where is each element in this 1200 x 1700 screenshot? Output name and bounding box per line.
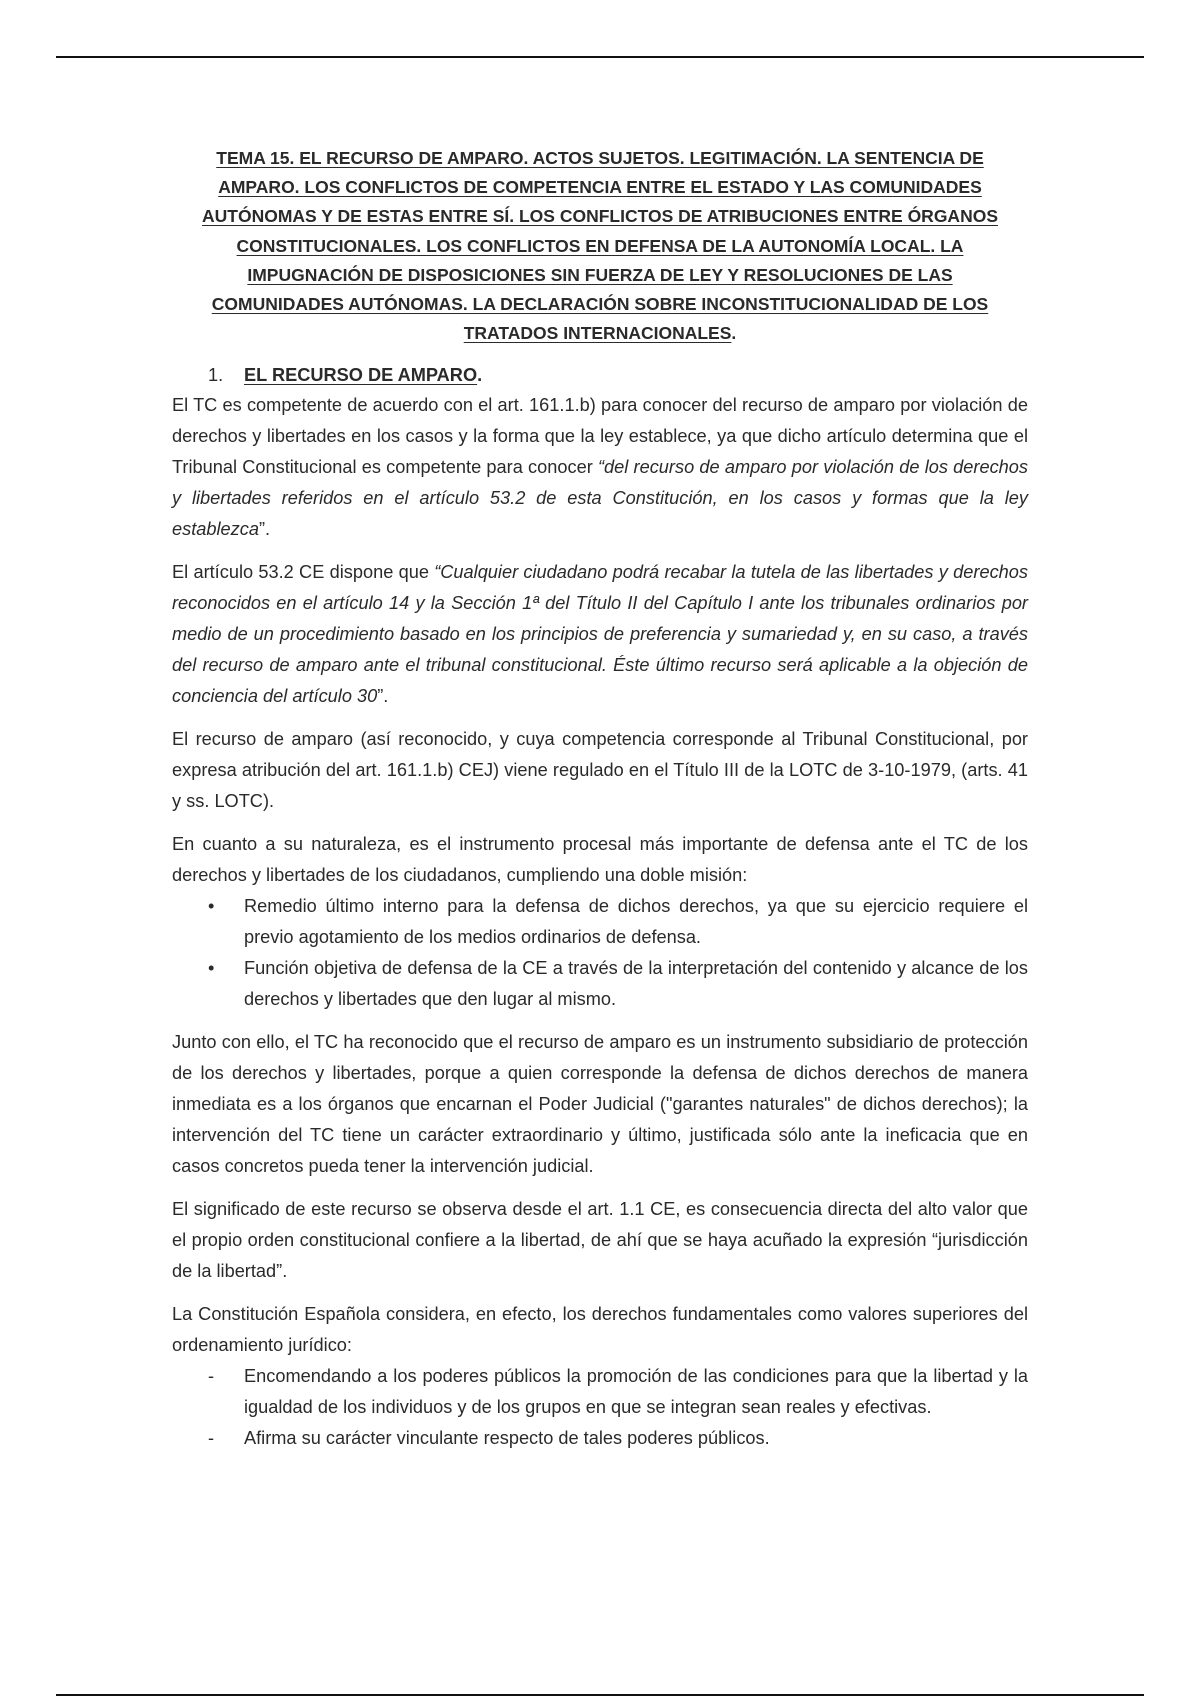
section-title: EL RECURSO DE AMPARO	[244, 365, 478, 386]
title-text: TEMA 15. EL RECURSO DE AMPARO. ACTOS SUJETOS. LEGITIMACIÓN. LA SENTENCIA DE AMPARO. LOS CONFLICTOS DE COMPETENCIA ENTRE EL ESTADO Y LAS COMUNIDADES AUTÓNOMAS Y DE ESTAS ENTRE SÍ. LOS CONFLICTOS DE ATRIBUCIONES ENTRE ÓRGANOS CONSTITUCIONALES. LOS CONFLICTOS EN DEFENSA DE LA AUTONOMÍA LOCAL. LA IMPUGNACIÓN DE DISPOSICIONES SIN FUERZA DE LEY Y RESOLUCIONES DE LAS COMUNIDADES AUTÓNOMAS. LA DECLARACIÓN SOBRE INCONSTITUCIONALIDAD DE LOS TRATADOS INTERNACIONALES	[202, 148, 998, 344]
document-title	[192, 144, 1008, 348]
paragraph-7: La Constitución Española considera, en efecto, los derechos fundamentales como valores superiores del ordenamiento jurídico:	[172, 1304, 1028, 1356]
paragraph-3: El recurso de amparo (así reconocido, y cuya competencia corresponde al Tribunal Constitucional, por expresa atribución del art. 161.1.b) CEJ) viene regulado en el Título III de la LOTC de 3-10-1979, (arts. 41 y ss. LOTC).	[172, 729, 1028, 812]
paragraph-6: El significado de este recurso se observa desde el art. 1.1 CE, es consecuencia directa del alto valor que el propio orden constitucional confiere a la libertad, de ahí que se haya acuñado la expresión “jurisdicción de la libertad”.	[172, 1199, 1028, 1282]
list-item-text: Remedio último interno para la defensa de dichos derechos, ya que su ejercicio requiere el previo agotamiento de los medios ordinarios de defensa.	[244, 896, 1028, 948]
list-item-text: Encomendando a los poderes públicos la promoción de las condiciones para que la libertad y la igualdad de los individuos y de los grupos en que se integran sean reales y efectivas.	[244, 1366, 1028, 1418]
paragraph-4: En cuanto a su naturaleza, es el instrumento procesal más importante de defensa ante el TC de los derechos y libertades de los ciudadanos, cumpliendo una doble misión:	[172, 834, 1028, 886]
paragraph-2-end: ”.	[377, 686, 389, 707]
dash-list	[172, 1361, 1028, 1454]
paragraph-1	[172, 390, 1028, 545]
top-rule	[56, 56, 1144, 58]
section-heading-1	[172, 360, 1028, 390]
bullet-marker: •	[208, 958, 215, 979]
document-body	[172, 144, 1028, 1454]
paragraph-1-end: ”.	[258, 519, 271, 540]
bottom-rule	[56, 1694, 1144, 1696]
dash-marker: -	[208, 1428, 215, 1449]
list-item	[172, 1423, 1028, 1454]
bullet-list-1	[172, 891, 1028, 1015]
paragraph-5: Junto con ello, el TC ha reconocido que el recurso de amparo es un instrumento subsidiario de protección de los derechos y libertades, porque a quien corresponde la defensa de dichos derechos de manera inmediata es a los órganos que encarnan el Poder Judicial ("garantes naturales" de dichos derechos); la intervención del TC tiene un carácter extraordinario y último, justificada sólo ante la ineficacia que en casos concretos pueda tener la intervención judicial.	[172, 1032, 1028, 1177]
title-end: .	[731, 323, 737, 344]
list-item-text: Afirma su carácter vinculante respecto de tales poderes públicos.	[244, 1428, 770, 1449]
section-title-end: .	[477, 365, 483, 386]
paragraph-1-quote: “del recurso de amparo por violación de los derechos y libertades referidos en el artículo 53.2 de esta Constitución, en los casos y formas que la ley establezca	[172, 457, 1029, 540]
list-item-text: Función objetiva de defensa de la CE a través de la interpretación del contenido y alcance de los derechos y libertades que den lugar al mismo.	[244, 958, 1028, 1010]
paragraph-2	[172, 557, 1028, 712]
dash-marker: -	[208, 1366, 215, 1387]
list-item	[172, 891, 1028, 953]
bullet-marker: •	[208, 896, 215, 917]
paragraph-2-quote: “Cualquier ciudadano podrá recabar la tutela de las libertades y derechos reconocidos en el artículo 14 y la Sección 1ª del Título II del Capítulo I ante los tribunales ordinarios por medio de un procedimiento basado en los principios de preferencia y sumariedad y, en su caso, a través del recurso de amparo ante el tribunal constitucional. Éste último recurso será aplicable a la objeción de conciencia del artículo 30	[172, 562, 1028, 707]
list-item	[172, 953, 1028, 1015]
paragraph-1-text: El TC es competente de acuerdo con el art. 161.1.b) para conocer del recurso de amparo por violación de derechos y libertades en los casos y la forma que la ley establece, ya que dicho artículo determina que el Tribunal Constitucional es competente para conocer	[172, 395, 1028, 478]
list-item	[172, 1361, 1028, 1423]
section-number: 1.	[208, 365, 224, 386]
paragraph-2-text: El artículo 53.2 CE dispone que	[172, 562, 435, 583]
